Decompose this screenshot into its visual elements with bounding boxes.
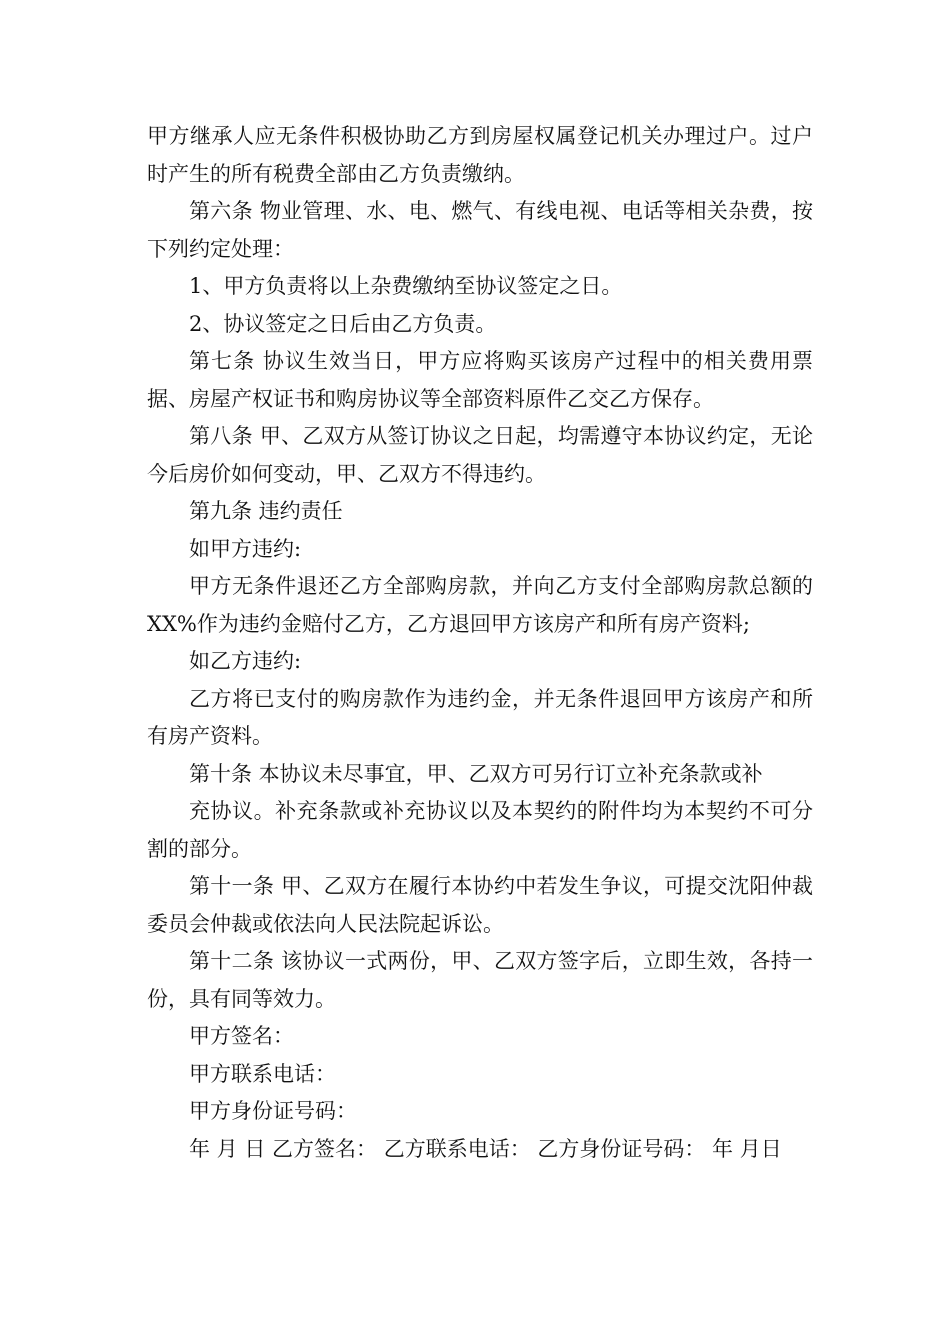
- paragraph-party-a-phone: 甲方联系电话：: [189, 1061, 336, 1086]
- paragraph-article-9-heading: 第九条 违约责任: [189, 499, 343, 523]
- paragraph-article-8: 第八条 甲、乙双方从签订协议之日起，均需遵守本协议约定，无论今后房价如何变动，甲、乙双方不得违约。: [147, 424, 813, 486]
- paragraph-party-b-breach-terms: 乙方将已支付的购房款作为违约金，并无条件退回甲方该房产和所有房产资料。: [147, 686, 813, 748]
- paragraph-party-b-breach: 如乙方违约:: [189, 649, 302, 673]
- paragraph-article-6: 第六条 物业管理、水、电、燃气、有线电视、电话等相关杂费，按下列约定处理：: [147, 199, 813, 261]
- paragraph-party-a-signature: 甲方签名：: [189, 1024, 294, 1048]
- paragraph-party-a-breach-terms: 甲方无条件退还乙方全部购房款，并向乙方支付全部购房款总额的 XX%作为违约金赔付乙方，乙方退回甲方该房产和所有房产资料;: [147, 574, 813, 636]
- paragraph-party-a-id: 甲方身份证号码：: [189, 1099, 357, 1123]
- paragraph-signature-line: 年 月 日 乙方签名： 乙方联系电话： 乙方身份证号码： 年 月日: [189, 1136, 782, 1161]
- paragraph-article-7: 第七条 协议生效当日，甲方应将购买该房产过程中的相关费用票据、房屋产权证书和购房协议等全部资料原件乙交乙方保存。: [147, 349, 813, 411]
- paragraph-party-a-breach: 如甲方违约:: [189, 536, 302, 561]
- paragraph-transfer: 甲方继承人应无条件积极协助乙方到房屋权属登记机关办理过户。过户时产生的所有税费全部由乙方负责缴纳。: [147, 124, 813, 186]
- paragraph-item-2: 2、协议签定之日后由乙方负责。: [189, 311, 497, 336]
- paragraph-article-10: 第十条 本协议未尽事宜，甲、乙双方可另行订立补充条款或补: [189, 761, 763, 786]
- paragraph-article-12: 第十二条 该协议一式两份，甲、乙双方签字后，立即生效，各持一份，具有同等效力。: [147, 949, 813, 1011]
- paragraph-item-1: 1、甲方负责将以上杂费缴纳至协议签定之日。: [189, 274, 623, 298]
- paragraph-article-11: 第十一条 甲、乙双方在履行本协约中若发生争议，可提交沈阳仲裁委员会仲裁或依法向人民法院起诉讼。: [147, 874, 813, 936]
- document-body: [147, 118, 813, 1168]
- paragraph-article-10-cont: 充协议。补充条款或补充协议以及本契约的附件均为本契约不可分割的部分。: [147, 799, 813, 861]
